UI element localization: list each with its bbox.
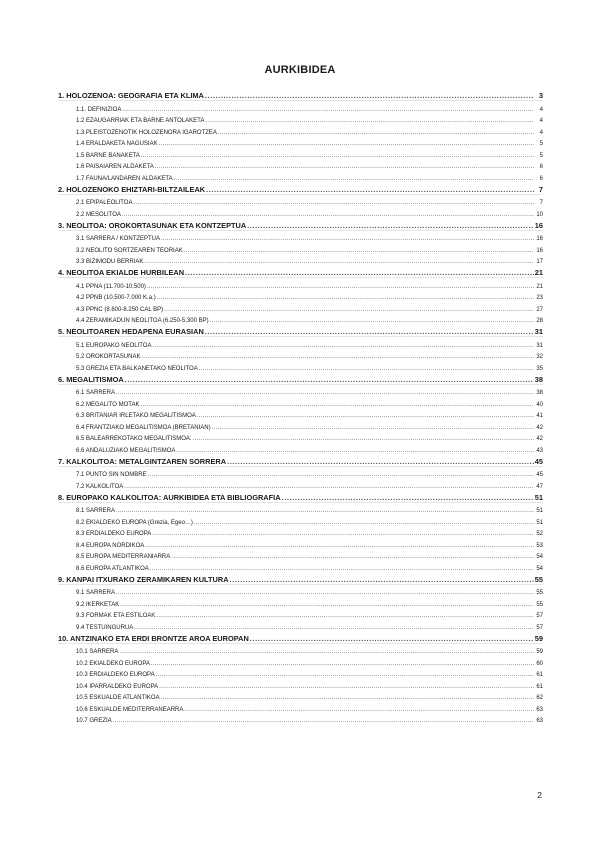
toc-subsection-page: 32 [536,354,543,360]
toc-subsection[interactable] [58,206,543,218]
dot-leader [161,695,534,701]
dot-leader [206,185,534,194]
page-number: 2 [537,790,542,800]
toc-subsection[interactable] [58,136,543,148]
toc-section-page: 21 [534,268,543,277]
toc-subsection-page: 47 [536,483,543,490]
toc-section-page: 51 [534,492,543,502]
dot-leader [194,520,534,526]
toc-subsection-page: 7 [539,200,543,206]
dot-leader [157,295,534,301]
dot-leader [159,141,534,147]
toc-subsection-label: 3.1 SARRERA / KONTZEPTUA [76,236,161,242]
toc-subsection[interactable] [58,655,543,667]
toc-subsection-page: 23 [536,295,543,301]
toc-subsection-page: 42 [536,424,543,431]
toc-section-page: 38 [534,374,543,384]
toc-section[interactable] [58,182,543,195]
toc-subsection-label: 5.3 GREZIA ETA BALKANETAKO NEOLITOA [76,365,198,372]
dot-leader [141,153,534,159]
toc-subsection-label: 4.3 PPNC (8.600-8.250 CAL BP) [76,306,164,313]
toc-subsection[interactable] [58,713,543,725]
toc-subsection-label: 6.3 BRITANIAR IRLETAKO MEGALITISMOA [76,413,196,419]
dot-leader [140,402,534,408]
toc-subsection-label: 6.2 MEGALITO MOTAK [76,401,140,408]
toc-subsection-label: 4.4 ZERAMIKADUN NEOLITOA (6.250-5.300 BP) [76,318,209,324]
toc-subsection-label: 8.2 EKIALDEKO EUROPA (Grezia, Egeo…) [76,519,193,526]
dot-leader [144,259,534,265]
toc-subsection[interactable] [58,396,543,408]
toc-subsection-label: 9.3 FORMAK ETA ESTILOAK [76,613,156,619]
toc-subsection[interactable] [58,467,543,479]
toc-subsection-label: 9.4 TESTUINGURUA [76,624,134,631]
toc-section-page: 31 [534,327,543,336]
toc-subsection[interactable] [58,585,543,597]
dot-leader [125,375,534,384]
toc-subsection[interactable] [58,619,543,631]
toc-subsection-label: 10.2 EKIALDEKO EUROPA [76,660,150,667]
toc-subsection-page: 53 [536,542,543,549]
dot-leader [205,91,534,100]
dot-leader [250,634,534,643]
toc-subsection[interactable] [58,242,543,254]
toc-section-page: 59 [534,633,543,643]
toc-subsection[interactable] [58,278,543,290]
toc-section[interactable] [58,89,543,102]
dot-leader [161,236,534,242]
dot-leader [210,318,534,324]
toc-subsection-label: 1.7 FAUNA/LANDAREN ALDAKETA [76,175,173,182]
toc-subsection-page: 4 [539,106,543,113]
toc-section-label: 1. HOLOZENOA: GEOGRAFIA ETA KLIMA [58,91,204,100]
dot-leader [124,484,534,490]
toc-subsection-page: 55 [536,590,543,596]
toc-subsection-page: 16 [536,247,543,254]
toc-section-page: 16 [534,220,543,230]
toc-subsection-page: 63 [536,706,543,713]
toc-subsection[interactable] [58,596,543,608]
toc-subsection[interactable] [58,147,543,159]
toc-subsection-label: 9.2 IKERKETAK [76,601,120,608]
toc-subsection[interactable] [58,231,543,243]
toc-subsection-label: 5.2 OROKORTASUNAK [76,354,141,360]
dot-leader [156,672,534,678]
dot-leader [141,354,534,360]
toc-subsection[interactable] [58,337,543,349]
toc-subsection-page: 43 [536,447,543,454]
toc-subsection[interactable] [58,349,543,361]
dot-leader [116,390,534,396]
toc-subsection-page: 63 [536,718,543,724]
toc-subsection-page: 40 [536,401,543,408]
toc-subsection-page: 61 [536,672,543,678]
toc-subsection[interactable] [58,254,543,266]
dot-leader [197,413,534,419]
toc-subsection-page: 17 [536,259,543,265]
toc-section[interactable] [58,631,543,644]
toc-subsection-page: 28 [536,318,543,324]
dot-leader [134,625,534,631]
toc-subsection[interactable] [58,678,543,690]
dot-leader [113,718,534,724]
toc-subsection[interactable] [58,644,543,656]
toc-subsection-page: 4 [539,118,543,124]
toc-subsection[interactable] [58,170,543,182]
toc-subsection-page: 60 [536,660,543,667]
toc-subsection-page: 4 [539,129,543,136]
toc-subsection-page: 16 [536,236,543,242]
toc-subsection-label: 10.6 ESKUALDE MEDITERRANEARRA [76,706,184,713]
dot-leader [184,248,534,254]
toc-subsection-label: 7.1 PUNTO SIN NOMBRE [76,472,147,478]
toc-section[interactable] [58,372,543,385]
toc-subsection-page: 5 [539,152,543,159]
toc-section-label: 5. NEOLITOAREN HEDAPENA EURASIAN [58,327,204,336]
toc-subsection-label: 8.3 ERDIALDEKO EUROPA [76,531,152,537]
dot-leader [174,176,534,182]
toc-section[interactable] [58,490,543,503]
toc-subsection[interactable] [58,431,543,443]
toc-subsection-page: 10 [536,211,543,218]
toc-section[interactable] [58,572,543,585]
toc-subsection-page: 57 [536,624,543,631]
toc-subsection[interactable] [58,549,543,561]
dot-leader [185,268,534,277]
toc-section[interactable] [58,454,543,467]
dot-leader [147,284,534,290]
toc-subsection[interactable] [58,290,543,302]
toc-subsection[interactable] [58,442,543,454]
toc-subsection-page: 54 [536,554,543,560]
toc-subsection-label: 3.2 NEOLITO SORTZEAREN TEORIAK [76,247,183,254]
toc-subsection-label: 8.5 EUROPA MEDITERRANIARRA [76,554,171,560]
toc-section-page: 7 [538,184,543,194]
toc-subsection-page: 41 [536,413,543,419]
toc-subsection-page: 45 [536,472,543,478]
toc-subsection[interactable] [58,313,543,325]
dot-leader [155,164,534,170]
dot-leader [148,472,534,478]
dot-leader [122,107,534,113]
toc-subsection-page: 52 [536,531,543,537]
dot-leader [133,200,534,206]
toc-subsection-page: 61 [536,683,543,690]
toc-subsection-label: 10.5 ESKUALDE ATLANTIKOA [76,695,160,701]
toc-section-page: 3 [538,91,543,100]
toc-section-page: 45 [534,456,543,466]
dot-leader [171,554,534,560]
toc-subsection[interactable] [58,560,543,572]
toc-subsection[interactable] [58,301,543,313]
toc-subsection[interactable] [58,124,543,136]
dot-leader [164,307,534,313]
toc-subsection-page: 54 [536,565,543,572]
toc-subsection[interactable] [58,690,543,702]
dot-leader [218,130,534,136]
toc-section-label: 4. NEOLITOA EKIALDE HURBILEAN [58,268,185,277]
dot-leader [193,436,534,442]
toc-subsection-label: 7.2 KALKOLITOA [76,483,124,490]
toc-section-label: 8. EUROPAKO KALKOLITOA: AURKIBIDEA ETA BIBLIOGRAFIA [58,492,281,502]
toc-subsection[interactable] [58,159,543,171]
dot-leader [199,366,534,372]
toc-section-label: 10. ANTZINAKO ETA ERDI BRONTZE AROA EUROPAN [58,633,249,643]
toc-section-label: 7. KALKOLITOA: METALGINTZAREN SORRERA [58,456,227,466]
table-of-contents [58,88,543,724]
toc-subsection-label: 2.2 MESOLITOA [76,211,121,218]
toc-subsection-label: 10.7 GREZIA [76,718,112,724]
toc-subsection-label: 1.5 BARNE BANAKETA [76,152,140,159]
toc-subsection-label: 2.1 EPIPALEOLITOA [76,200,133,206]
dot-leader [176,448,534,454]
toc-subsection-page: 57 [536,613,543,619]
toc-subsection[interactable] [58,408,543,420]
toc-subsection[interactable] [58,667,543,679]
dot-leader [230,575,534,584]
dot-leader [184,707,534,713]
dot-leader [116,590,534,596]
toc-subsection-label: 1.3 PLEISTOZENOTIK HOLOZENORA IGAROTZEA [76,129,217,136]
toc-subsection-label: 6.4 FRANTZIAKO MEGALITISMOA (BRETANIAN) [76,424,211,431]
toc-subsection[interactable] [58,503,543,515]
toc-subsection-page: 35 [536,365,543,372]
toc-subsection[interactable] [58,526,543,538]
toc-subsection-page: 38 [536,390,543,396]
toc-subsection-page: 51 [536,508,543,514]
toc-subsection[interactable] [58,360,543,372]
toc-subsection-label: 1.1. DEFINIZIOA [76,106,122,113]
toc-subsection-page: 31 [536,342,543,349]
toc-subsection-page: 51 [536,519,543,526]
toc-subsection-label: 4.2 PPNB (10.500-7.000 K.a.) [76,295,156,301]
toc-subsection-label: 10.4 IPARRALDEKO EUROPA [76,683,159,690]
toc-section-label: 6. MEGALITISMOA [58,374,124,384]
toc-subsection[interactable] [58,113,543,125]
toc-subsection-label: 8.4 EUROPA NORDIKOA [76,542,145,549]
toc-subsection-page: 59 [536,649,543,655]
dot-leader [152,343,534,349]
toc-subsection-label: 6.1 SARRERA [76,390,116,396]
dot-leader [150,566,534,572]
dot-leader [227,457,534,466]
toc-section-label: 3. NEOLITOA: OROKORTASUNAK ETA KONTZEPTUA [58,220,247,230]
toc-subsection-label: 3.3 BIZIMODU BERRIAK [76,259,144,265]
toc-section[interactable] [58,325,543,338]
dot-leader [282,493,534,502]
toc-subsection-page: 42 [536,436,543,442]
toc-subsection-page: 6 [539,164,543,170]
toc-section-page: 55 [534,574,543,584]
toc-subsection-page: 55 [536,601,543,608]
toc-subsection-label: 4.1 PPNA (11.700-10.500) [76,283,146,290]
toc-section-label: 9. KANPAI ITXURAKO ZERAMIKAREN KULTURA [58,574,229,584]
dot-leader [119,649,534,655]
toc-subsection-label: 9.1 SARRERA [76,590,116,596]
dot-leader [120,602,534,608]
dot-leader [151,661,534,667]
dot-leader [212,425,534,431]
dot-leader [156,613,534,619]
dot-leader [159,684,534,690]
toc-subsection-label: 1.6 PAISAIAREN ALDAKETA [76,164,154,170]
dot-leader [247,221,534,230]
toc-subsection-label: 8.1 SARRERA [76,508,116,514]
toc-subsection-page: 21 [536,283,543,290]
toc-subsection-label: 8.6 EUROPA ATLANTIKOA [76,565,149,572]
dot-leader [116,508,534,514]
toc-subsection[interactable] [58,101,543,113]
toc-subsection-page: 62 [536,695,543,701]
toc-subsection[interactable] [58,514,543,526]
dot-leader [205,118,534,124]
dot-leader [145,543,534,549]
toc-subsection-label: 6.5 BALEARREKOTAKO MEGALITISMOA: [76,436,192,442]
toc-subsection-label: 10.3 ERDIALDEKO EUROPA [76,672,155,678]
toc-section[interactable] [58,266,543,279]
toc-subsection-label: 5.1 EUROPAKO NEOLITOA [76,342,152,349]
toc-section[interactable] [58,218,543,231]
toc-subsection-label: 1.4 ERALDAKETA NAGUSIAK [76,141,158,147]
toc-subsection[interactable] [58,478,543,490]
toc-subsection-label: 6.6 ANDALUZIAKO MEGALITISMOA [76,447,176,454]
toc-subsection[interactable] [58,385,543,397]
dot-leader [122,212,534,218]
toc-subsection[interactable] [58,537,543,549]
page-title: AURKIBIDEA [264,64,336,76]
toc-section-label: 2. HOLOZENOKO EHIZTARI-BILTZAILEAK [58,184,206,194]
toc-subsection-page: 5 [539,141,543,147]
dot-leader [152,531,534,537]
toc-subsection-label: 10.1 SARRERA [76,649,119,655]
toc-subsection[interactable] [58,608,543,620]
toc-subsection[interactable] [58,195,543,207]
toc-subsection-label: 1.2 EZAUGARRIAK ETA BARNE ANTOLAKETA [76,118,205,124]
toc-subsection-page: 6 [539,175,543,182]
dot-leader [205,327,534,336]
toc-subsection[interactable] [58,419,543,431]
toc-subsection[interactable] [58,701,543,713]
toc-subsection-page: 27 [536,306,543,313]
